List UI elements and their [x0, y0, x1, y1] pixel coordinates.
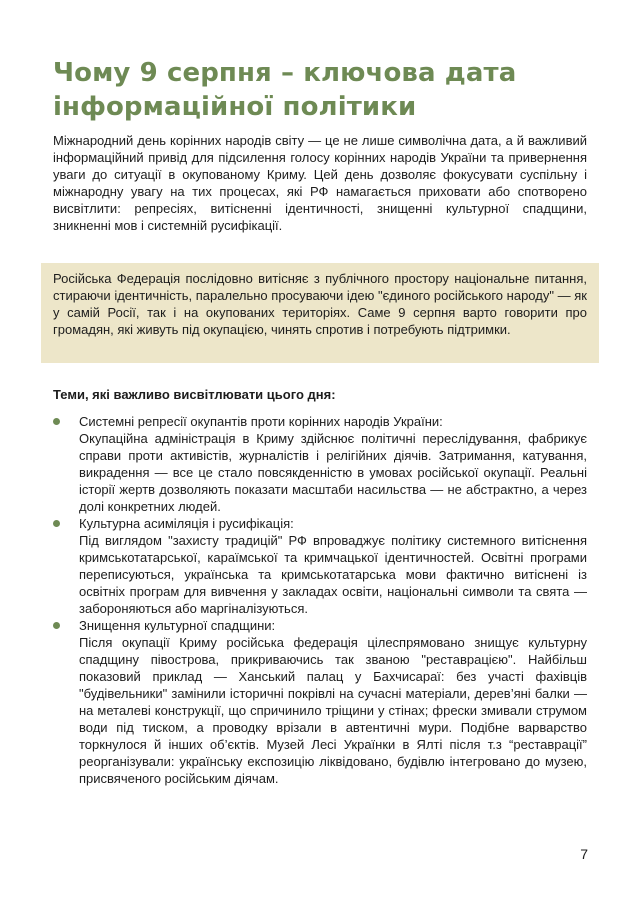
highlight-text: Російська Федерація послідовно витісняє з публічного простору національне питання, стираючи ідентичність, паралельно просуваючи ідею "єдиного російського народу" — як у самій Росії, так і на окупованих територіях. Саме 9 серпня варто говорити про громадян, які живуть під окупацією, чинять спротив і потребують підтримки.	[53, 271, 587, 337]
bullet-dot-icon	[53, 520, 60, 527]
list-item-body: Окупаційна адміністрація в Криму здійснює політичні переслідування, фабрикує справи проти активістів, журналістів і релігійних діячів. Затримання, катування, викрадення — все це стало повсякденністю в умовах російської окупації. Реальні історії жертв дозволяють показати масштаби насильства — не абстрактно, а через долі конкретних людей.	[79, 431, 587, 514]
page-number: 7	[580, 846, 588, 862]
page-title: Чому 9 серпня – ключова дата інформаційної політики	[53, 58, 517, 122]
intro-paragraph: Міжнародний день корінних народів світу — це не лише символічна дата, а й важливий інформаційний привід для підсилення голосу корінних народів України та привернення уваги до ситуації в окупованому Криму. Цей день дозволяє фокусувати суспільну і міжнародну увагу на тих процесах, які РФ намагається приховати або спотворено висвітлити: репресіях, витісненні ідентичності, знищенні культурної спадщини, зникненні мов і системній русифікації.	[53, 133, 587, 233]
list-item-title: Знищення культурної спадщини:	[79, 618, 276, 633]
list-item-body: Під виглядом "захисту традицій" РФ впроваджує політику системного витіснення кримськотатарської, караїмської та кримчацької ідентичностей. Освітні програми переписуються, українська та кримськотатарська мови фактично витіснені із освітніх програм для вивчення у закладах освіти, національні символи та свята — забороняються або маргіналізуються.	[79, 533, 587, 616]
bullet-dot-icon	[53, 622, 60, 629]
highlight-box	[41, 263, 599, 363]
list-item	[53, 413, 587, 515]
bullet-dot-icon	[53, 418, 60, 425]
list-item	[53, 515, 587, 617]
list-item-title: Системні репресії окупантів проти корінних народів України:	[79, 414, 443, 429]
topics-list	[53, 413, 587, 787]
list-item-title: Культурна асиміляція і русифікація:	[79, 516, 294, 531]
section-heading: Теми, які важливо висвітлювати цього дня:	[53, 387, 336, 402]
list-item	[53, 617, 587, 787]
list-item-body: Після окупації Криму російська федерація цілеспрямовано знищує культурну спадщину півострова, прикриваючись так званою "реставрацією". Найбільш показовий приклад — Ханський палац у Бахчисараї: без участі фахівців "будівельники" замінили історичні покрівлі на сучасні матеріали, дерев’яні балки — на металеві конструкції, що спричинило тріщини у стінах; фрески змивали струмом води під тиском, а проводку врізали в автентичні мури. Подібне варварство торкнулося й інших об’єктів. Музей Лесі Українки в Ялті після т.з “реставрації” реорганізували: українську експозицію ліквідовано, будівлю інтегровано до музею, присвяченого російським діячам.	[79, 635, 587, 786]
